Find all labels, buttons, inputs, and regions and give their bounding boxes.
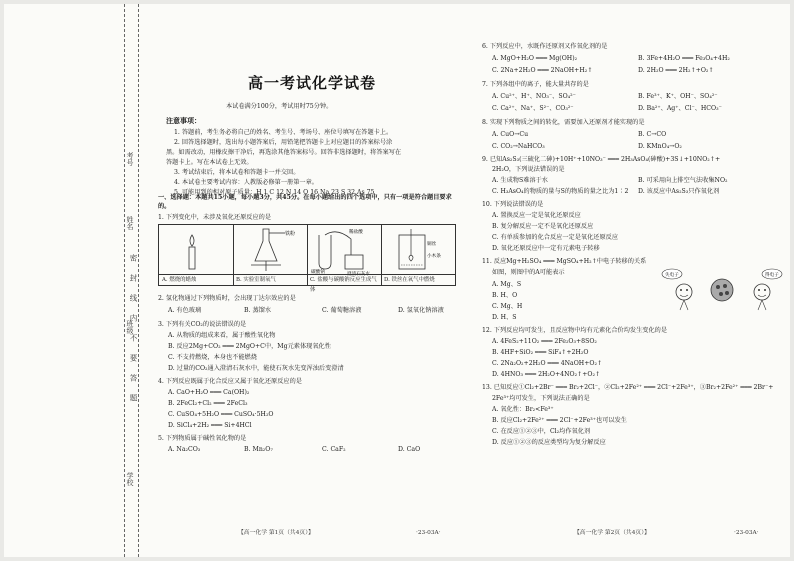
fig-label-wooden-stick: 小木条 [427,254,441,259]
option: A. Cu²⁺、H⁺、NO₃⁻、SO₄²⁻ [492,93,576,100]
flask-apparatus-icon [233,225,307,275]
option: A. 从物质的组成来看，属于酸性氧化物 [168,332,276,339]
option: B. 复分解反应一定不是氧化还原反应 [492,223,594,230]
option: C. 有单质参加的化合反应一定是氧化还原反应 [492,234,619,241]
atom-left-icon [676,284,692,300]
question-11-cont: 如图，则图中的A可能表示 [492,269,565,276]
option: B. 反应2Mg+CO₂ ═══ 2MgO+C中，Mg元素体现氧化性 [168,343,331,350]
fig-panel-b [233,225,308,285]
bubble-gain-electron: 得电子 [765,273,779,278]
option: D. 过量的CO₂通入澄清石灰水中，能使石灰水先变浑浊后变澄清 [168,365,344,372]
option: D. 氢氧化钠溶液 [398,307,444,314]
option: C. 2Na₂O₂+2H₂O ═══ 4NaOH+O₂↑ [492,360,603,367]
option: A. CuO→Cu [492,131,529,138]
option: C. Ca²⁺、Na⁺、S²⁻、CO₃²⁻ [492,105,574,112]
option: B. 可采用向上排空气法收集NO₂ [638,177,728,184]
option: D. H、S [492,314,517,321]
option: D. Ba²⁺、Ag⁺、Cl⁻、HCO₃⁻ [638,105,722,112]
cut-char: 密 [129,254,138,267]
option: B. 蒸馏水 [244,307,272,314]
option: A. Na₂CO₃ [168,446,201,453]
fig-caption-b: B. 实验室制氧气 [233,274,307,285]
notice-line: 1. 答题前，考生务必将自己的姓名、考生号、考场号、座位号填写在答题卡上。 [174,129,393,136]
field-exam-number: 考号 [126,152,134,166]
fig-panel-d [381,225,455,285]
fig-panel-a [159,225,234,285]
cut-char: 答 [129,374,138,387]
question-9: 9. 已知As₂S₃(三硫化二砷)+10H⁺+10NO₃⁻ ═══ 2H₃AsO₄(砷酸)+3S↓+10NO₂↑+ [482,156,721,163]
option: B. 反应Cl₂+2Fe²⁺ ═══ 2Cl⁻+2Fe³⁺也可以发生 [492,417,627,424]
option: D. CaO [398,446,421,453]
option: C. Mg、H [492,303,523,310]
question-12: 12. 下列反应均可发生，且反应物中均有元素化合价均发生变化的是 [482,327,668,334]
section-heading: 一、选择题：本题共15小题，每小题3分，共45分。在每小题给出的四个选项中，只有一项是符合题目要求的。 [158,194,452,210]
option: C. CaF₂ [322,446,346,453]
exam-sheet [4,4,790,557]
oxygen-bottle-icon [381,225,455,275]
option: C. 葡萄糖溶液 [322,307,362,314]
question-4: 4. 下列反应既属于化合反应又属于氧化还原反应的是 [158,378,302,385]
question-7: 7. 下列各组中的离子，能大量共存的是 [482,81,589,88]
notice-line: 5. 可能用到的相对原子质量：H 1 C 12 N 14 O 16 Na 23 S 32 As 75 [174,189,375,196]
fig-label-hydrochloric-acid: 稀盐酸 [349,230,363,235]
option: A. Mg、S [492,281,522,288]
fig-caption-d: D. 铁丝在氧气中燃烧 [381,274,455,285]
question-13: 13. 已知反应①Cl₂+2Br⁻ ═══ Br₂+2Cl⁻，②Cl₂+2Fe²⁺ ═══ 2Cl⁻+2Fe³⁺，③Br₂+2Fe²⁺ ═══ 2Br⁻+ [482,384,774,391]
option: D. 4HNO₃ ═══ 2H₂O+4NO₂↑+O₂↑ [492,371,601,378]
candle-icon [159,225,233,275]
option: A. CaO+H₂O ═══ Ca(OH)₂ [168,389,250,396]
electron-transfer-cartoon [664,266,784,314]
option: C. CO₂→NaHCO₃ [492,143,545,150]
option: B. Fe³⁺、K⁺、OH⁻、SO₄²⁻ [638,93,718,100]
cut-char: 内 [129,314,138,327]
field-name: 姓名 [126,216,134,230]
page-footer: 【高一化学 第2页（共4页）】 [574,530,650,536]
question-11: 11. 反应Mg+H₂SO₄ ═══ MgSO₄+H₂↑中电子转移的关系 [482,258,647,265]
option: C. CuSO₄+5H₂O ═══ CuSO₄·5H₂O [168,411,274,418]
option: B. Mn₂O₇ [244,446,273,453]
option: B. C→CO [638,131,667,138]
option: D. 氧化还原反应中一定有元素电子转移 [492,245,600,252]
question-9-cont: 2H₂O，下列说法错误的是 [492,166,565,173]
fig-label-copper-wire: 铜丝 [427,242,437,247]
bubble-lose-electron: 失电子 [665,273,679,278]
question-2: 2. 氢化物通过下列物质时，会出现丁达尔效应的是 [158,295,296,302]
left-page [154,4,466,557]
question-3: 3. 下列有关CO₂的说法错误的是 [158,321,247,328]
option: A. MgO+H₂O ═══ Mg(OH)₂ [492,55,578,62]
page-title: 高一考试化学试卷 [248,74,377,92]
cut-char: 题 [129,394,138,407]
test-tube-icon [307,225,381,275]
option: D. 该反应中As₂S₃只作氧化剂 [638,188,720,195]
option: C. 在反应①②③中，Cl₂均作氧化剂 [492,428,591,435]
notice-line: 黑。如需改动，用橡皮擦干净后，再选涂其他答案标号。回答非选择题时，将答案写在 [166,149,402,156]
option: D. KMnO₄→O₂ [638,143,682,150]
cut-char: 不 [129,334,138,347]
option: A. 4FeS₂+11O₂ ═══ 2Fe₂O₃+8SO₂ [492,338,597,345]
option: D. 反应①②③的反应类型均为复分解反应 [492,439,606,446]
option: B. 4HF+SiO₂ ═══ SiF₄↑+2H₂O [492,349,589,356]
option: C. 2Na+2H₂O ═══ 2NaOH+H₂↑ [492,67,593,74]
fig-caption-a: A. 燃烧的蜡烛 [159,274,233,285]
question-8: 8. 实现下列物质之间的转化，需要加入还原剂才能实现的是 [482,119,645,126]
notice-line: 答题卡上。写在本试卷上无效。 [166,159,253,166]
q1-figure [158,224,456,293]
fig-label-iron-powder: 铁粉 [285,231,296,237]
notice-line: 2. 回答选择题时，选出每小题答案后，用铅笔把答题卡上对应题目的答案标号涂 [174,139,393,146]
option: A. 有色玻璃 [168,307,202,314]
cut-char: 线 [129,294,138,307]
option: A. 生成物S难溶于水 [492,177,548,184]
option: B. 2FeCl₂+Cl₂ ═══ 2FeCl₃ [168,400,248,407]
notice-line: 4. 本试卷主要考试内容：人教版必修第一册第一章。 [174,179,318,186]
option: C. H₃AsO₄的物质的量与S的物质的量之比为1∶2 [492,188,629,195]
fig-panel-c [307,225,382,293]
cut-char: 封 [129,274,138,287]
option: B. H、O [492,292,518,299]
atom-right-icon [754,284,770,300]
page-footer-code: ·23-03A· [734,530,759,536]
fig-label-sodium-carbonate: 碳酸钠 [311,270,325,275]
option: D. 2H₂O ═══ 2H₂↑+O₂↑ [638,67,714,74]
intro: 本试卷满分100分，考试用时75分钟。 [226,103,333,110]
fig-label-limewater: 澄清石灰水 [347,272,370,277]
option: D. SiCl₄+2H₂ ═══ Si+4HCl [168,422,252,429]
option: A. 置换反应一定是氧化还原反应 [492,212,581,219]
question-13-cont: 2Fe³⁺均可发生，下列说法正确的是 [492,395,590,402]
electron-cloud-icon [711,279,733,301]
option: A. 氧化性：Br₂<Fe³⁺ [492,406,554,413]
question-10: 10. 下列说法错误的是 [482,201,544,208]
field-school: 学校 [126,472,134,486]
question-1: 1. 下列变化中，未涉及氧化还原反应的是 [158,214,272,221]
question-5: 5. 下列物质属于碱性氧化物的是 [158,435,247,442]
cut-char: 要 [129,354,138,367]
page-footer: 【高一化学 第1页（共4页）】 [238,530,314,536]
right-page [478,4,788,557]
fig-caption-c: C. 盐酸与碳酸钠反应生成气体 [307,274,381,285]
page-footer-code: ·23-03A· [416,530,441,536]
notice-heading: 注意事项： [166,116,201,125]
option: B. 3Fe+4H₂O ═══ Fe₃O₄+4H₂ [638,55,730,62]
question-6: 6. 下列反应中，水既作还原剂又作氧化剂的是 [482,43,608,50]
notice-line: 3. 考试结束后，将本试卷和答题卡一并交回。 [174,169,300,176]
option: C. 不支持燃烧，本身也不能燃烧 [168,354,257,361]
field-class: 班级 [126,320,134,334]
